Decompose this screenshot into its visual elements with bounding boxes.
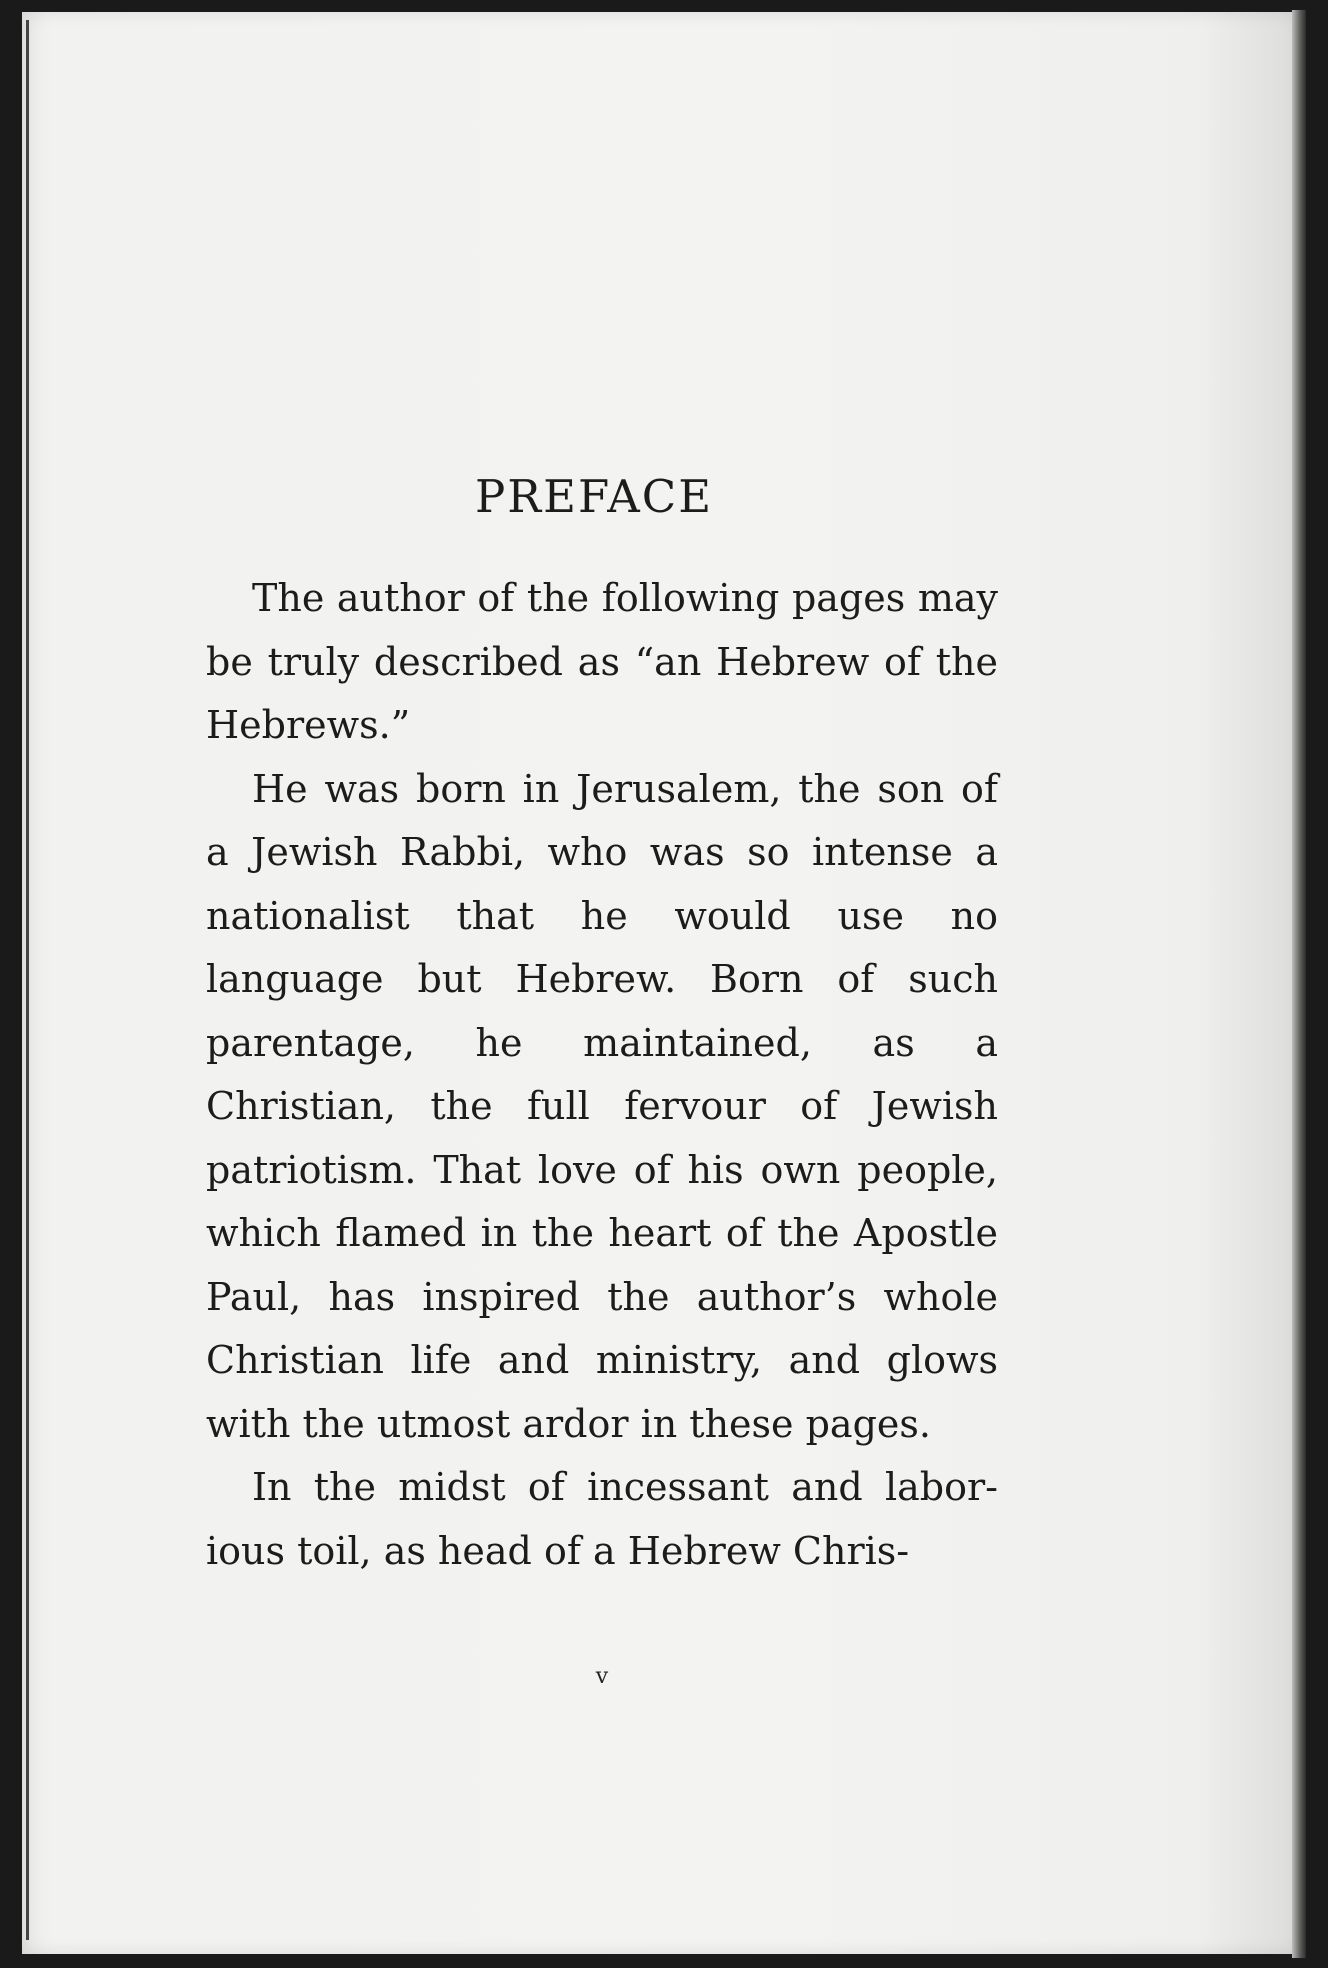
book-page	[22, 12, 1300, 1954]
preface-text-block	[206, 452, 998, 1583]
binding-gutter-line	[26, 20, 29, 1940]
paragraph-1: The author of the following pages may be truly described as “an Hebrew of the Hebrews.”	[206, 576, 998, 747]
page-edge-shadow	[1292, 10, 1306, 1958]
paragraph-3: In the midst of incessant and laborious toil, as head of a Hebrew Chris-	[206, 1465, 998, 1573]
page-title: PREFACE	[474, 470, 714, 523]
page-number: v	[595, 1664, 609, 1689]
paragraph-2: He was born in Jerusalem, the son of a Jewish Rabbi, who was so intense a nationalist that he would use no language but Hebrew. Born of such parentage, he maintained, as a Christian, the full fervour of Jewish patriotism. That love of his own people, which flamed in the heart of the Apostle Paul, has inspired the author’s whole Christian life and ministry, and glows with the utmost ardor in these pages.	[206, 766, 998, 1446]
